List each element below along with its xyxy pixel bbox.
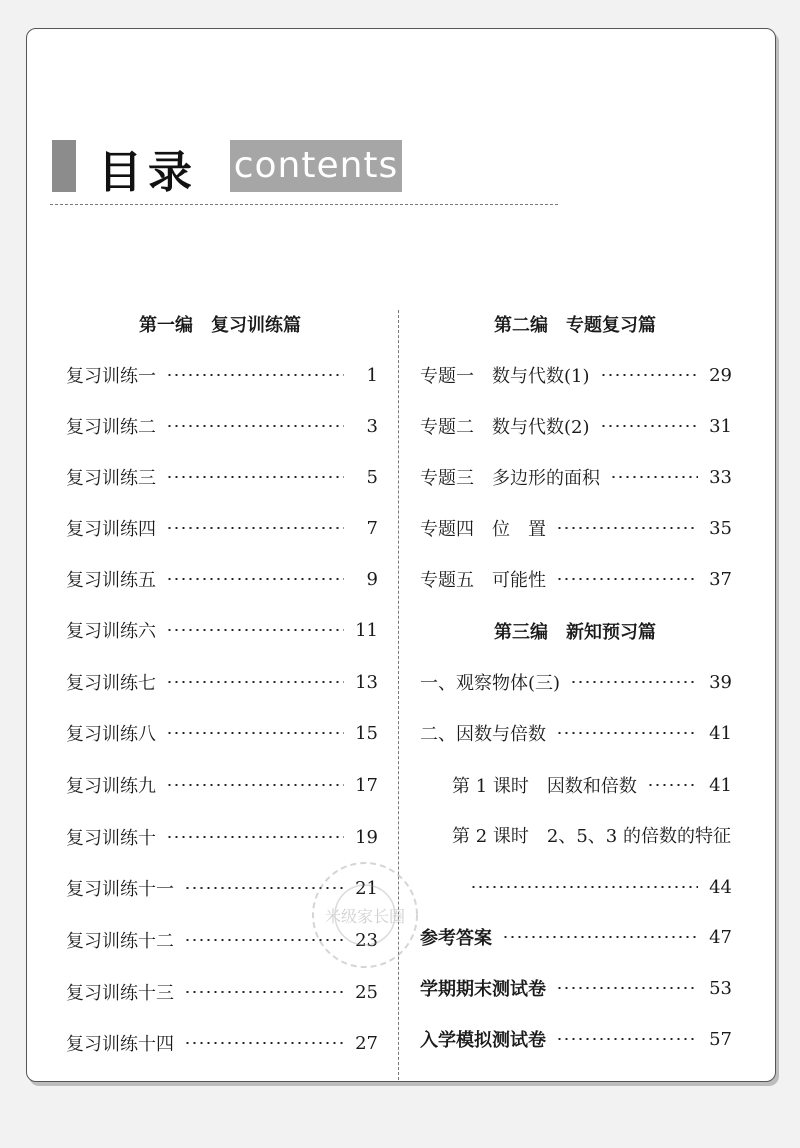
toc-entry[interactable] [66,718,378,748]
leader-dots [166,527,344,529]
toc-entry-page: 15 [355,722,378,744]
leader-dots [184,1042,344,1044]
toc-entry-label: 复习训练一 [66,366,156,387]
toc-entry-page: 23 [355,929,378,951]
toc-entry-label: 参考答案 [420,928,492,949]
toc-entry[interactable] [66,615,378,645]
toc-entry-page: 5 [366,466,378,488]
toc-entry-answers[interactable] [420,922,732,952]
toc-entry[interactable] [420,411,732,441]
toc-entry-label: 第 2 课时 2、5、3 的倍数的特征 [452,826,731,847]
toc-entry-final-test[interactable] [420,973,732,1003]
leader-dots [600,425,699,427]
toc-entry-label: 二、因数与倍数 [420,724,546,745]
toc-entry-label: 专题三 多边形的面积 [420,468,600,489]
leader-dots [166,476,344,478]
leader-dots [166,784,344,786]
leader-dots [502,936,698,938]
toc-entry-page: 9 [366,568,378,590]
toc-entry-label: 专题一 数与代数(1) [420,366,590,387]
leader-dots [166,425,344,427]
leader-dots [610,476,698,478]
toc-entry-page: 17 [355,774,378,796]
leader-dots [556,987,698,989]
toc-subentry-continuation[interactable] [460,872,732,902]
toc-entry-page: 3 [366,415,378,437]
toc-entry-page: 41 [709,722,732,744]
leader-dots [166,578,344,580]
watermark-text: 米级家长圈 [324,907,406,926]
leader-dots [556,578,698,580]
toc-entry[interactable] [66,564,378,594]
toc-entry-label: 入学模拟测试卷 [420,1030,546,1051]
leader-dots [184,991,344,993]
toc-entry-label: 复习训练十 [66,828,156,849]
toc-entry-label: 复习训练二 [66,417,156,438]
toc-entry-label: 复习训练十二 [66,931,174,952]
toc-entry[interactable] [420,564,732,594]
toc-entry[interactable] [420,360,732,390]
part2-heading: 第二编 专题复习篇 [494,315,656,336]
toc-entry-page: 27 [355,1032,378,1054]
toc-entry-label: 一、观察物体(三) [420,673,561,694]
toc-entry-label: 复习训练十三 [66,983,174,1004]
part3-heading: 第三编 新知预习篇 [494,622,656,643]
toc-entry-label: 复习训练九 [66,776,156,797]
toc-entry[interactable] [66,822,378,852]
leader-dots [570,681,698,683]
toc-entry-page: 11 [355,619,378,641]
toc-entry-page: 53 [709,977,732,999]
toc-entry[interactable] [66,667,378,697]
toc-entry[interactable] [66,462,378,492]
toc-subentry[interactable] [452,770,732,800]
toc-entry-page: 47 [709,926,732,948]
watermark-stamp [300,850,430,980]
part1-heading: 第一编 复习训练篇 [139,315,301,336]
toc-entry-page: 7 [366,517,378,539]
toc-entry-label: 专题二 数与代数(2) [420,417,590,438]
toc-entry-page: 33 [709,466,732,488]
toc-entry-label: 复习训练三 [66,468,156,489]
toc-entry[interactable] [420,513,732,543]
toc-entry[interactable] [66,513,378,543]
toc-entry-label: 复习训练四 [66,519,156,540]
toc-entry[interactable] [66,770,378,800]
leader-dots [556,527,698,529]
toc-entry[interactable] [66,1028,378,1058]
toc-entry-page: 41 [709,774,732,796]
toc-entry-page: 25 [355,981,378,1003]
toc-entry-label: 复习训练六 [66,621,156,642]
leader-dots [556,732,698,734]
toc-entry-label: 专题四 位 置 [420,519,546,540]
toc-entry-page: 21 [355,877,378,899]
toc-entry-page: 19 [355,826,378,848]
toc-entry[interactable] [66,360,378,390]
toc-entry-label: 学期期末测试卷 [420,979,546,1000]
toc-entry-label: 专题五 可能性 [420,570,546,591]
leader-dots [166,629,344,631]
title-divider [50,204,558,205]
toc-entry-label: 复习训练十一 [66,879,174,900]
toc-entry-page: 39 [709,671,732,693]
toc-entry-page: 44 [709,876,732,898]
toc-entry-label: 复习训练十四 [66,1034,174,1055]
toc-entry-page: 1 [366,364,378,386]
leader-dots [166,732,344,734]
toc-entry-label: 复习训练八 [66,724,156,745]
leader-dots [166,374,344,376]
leader-dots [647,784,698,786]
toc-entry-label: 第 1 课时 因数和倍数 [452,776,637,797]
page-subtitle: contents [230,140,402,192]
toc-entry-page: 13 [355,671,378,693]
leader-dots [600,374,699,376]
toc-entry-label: 复习训练七 [66,673,156,694]
toc-entry[interactable] [66,411,378,441]
toc-entry[interactable] [420,462,732,492]
toc-entry-label: 复习训练五 [66,570,156,591]
toc-entry[interactable] [66,977,378,1007]
toc-entry-page: 29 [709,364,732,386]
leader-dots [166,681,344,683]
toc-entry-entrance-test[interactable] [420,1024,732,1054]
toc-entry[interactable] [420,667,732,697]
page-title: 目录 [98,147,198,198]
toc-subentry[interactable] [452,820,732,850]
leader-dots [470,886,698,888]
title-accent-bar [52,140,76,192]
toc-entry-page: 31 [709,415,732,437]
leader-dots [166,836,344,838]
toc-entry[interactable] [420,718,732,748]
toc-entry-page: 35 [709,517,732,539]
toc-entry-page: 37 [709,568,732,590]
leader-dots [556,1038,698,1040]
toc-entry-page: 57 [709,1028,732,1050]
